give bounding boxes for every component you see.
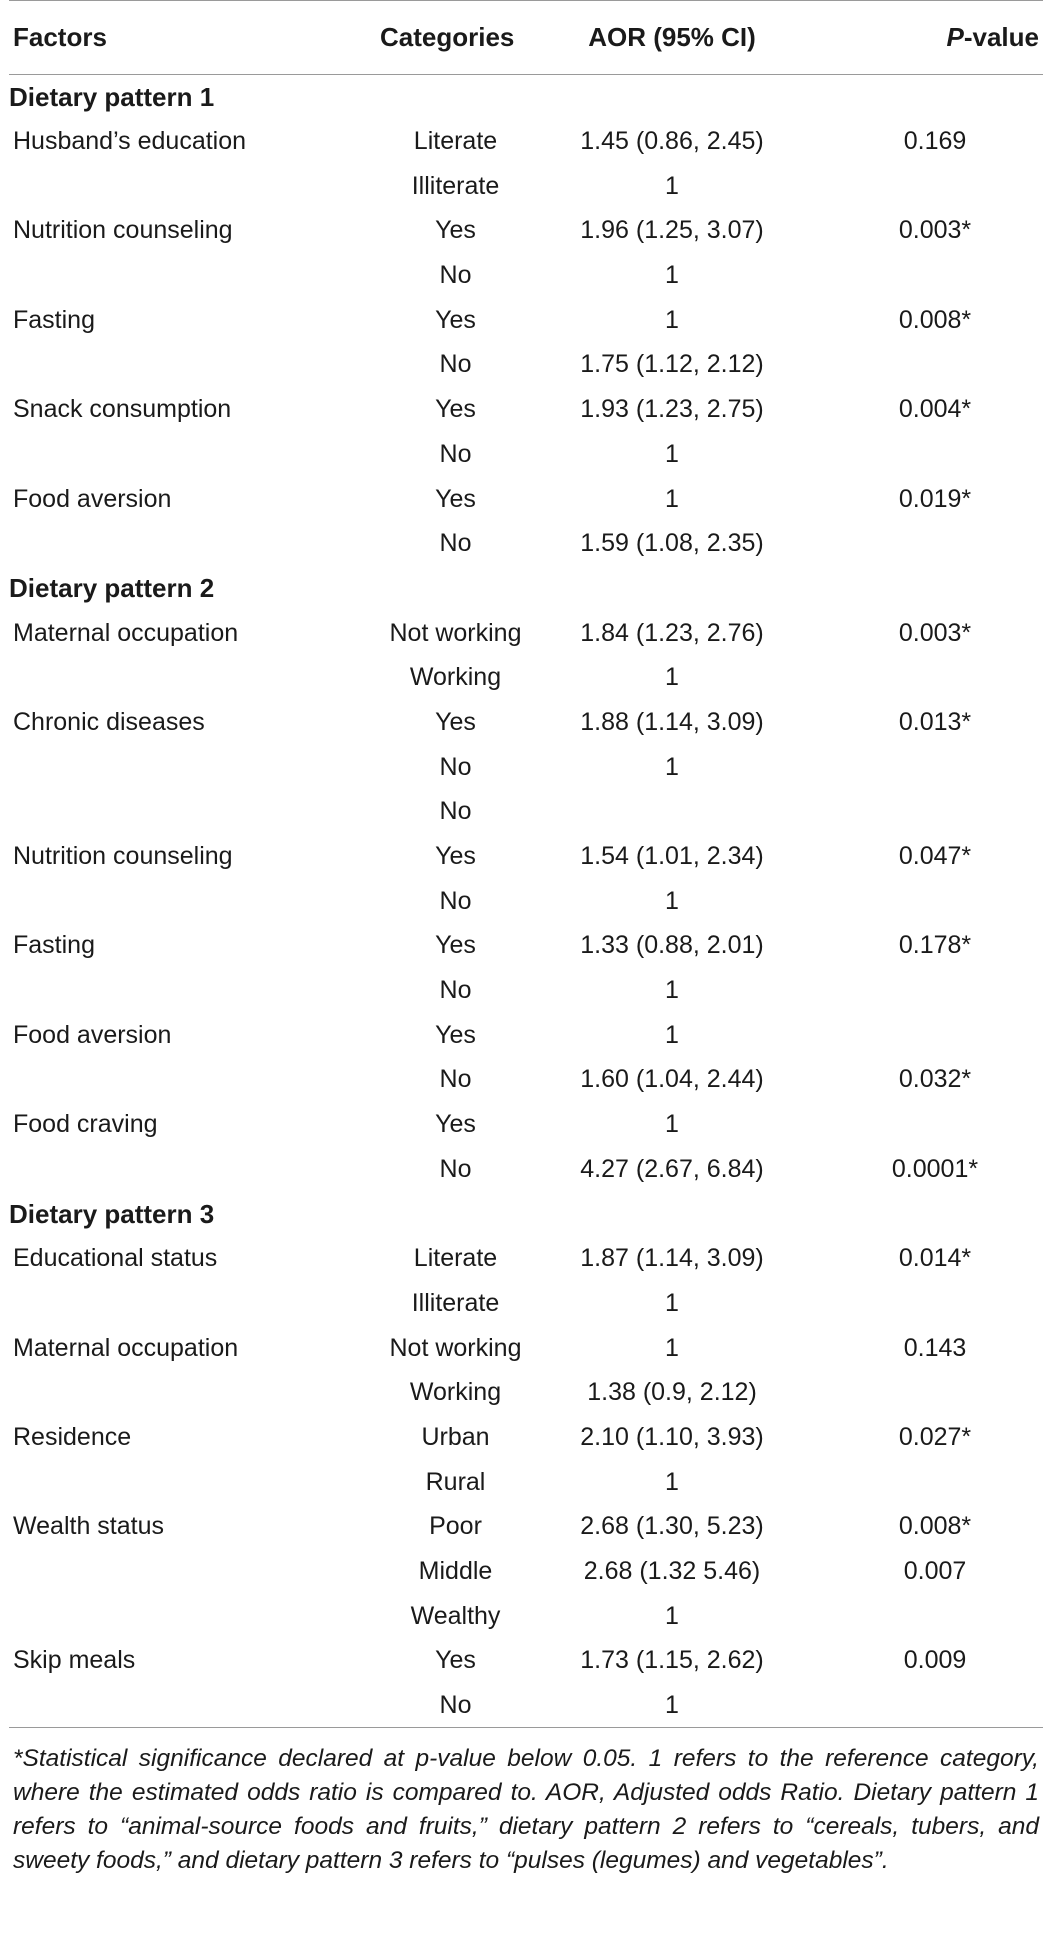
factor-cell: [9, 1549, 374, 1594]
pvalue-cell: [807, 432, 1043, 477]
category-cell: No: [439, 350, 472, 379]
category-cell: Literate: [413, 127, 498, 156]
aor-cell: 1: [665, 1288, 679, 1317]
table-row: [9, 1236, 1043, 1281]
factor-cell: Food craving: [13, 1110, 158, 1139]
aor-cell: 1: [665, 1467, 679, 1496]
pvalue-cell: [807, 164, 1043, 209]
factor-cell: [9, 968, 374, 1013]
pvalue-cell: 0.004*: [898, 395, 972, 424]
pvalue-cell: [807, 343, 1043, 388]
factor-cell: [9, 1594, 374, 1639]
aor-cell: 1: [665, 171, 679, 200]
regression-table: [9, 0, 1043, 1728]
factor-cell: [9, 879, 374, 924]
table-body: [9, 75, 1043, 1728]
factor-cell: [9, 1683, 374, 1728]
factor-cell: Wealth status: [13, 1512, 165, 1541]
header-categories: Categories: [380, 22, 515, 52]
pvalue-cell: [807, 745, 1043, 790]
category-cell: Middle: [418, 1557, 493, 1586]
pvalue-cell: [807, 1013, 1043, 1058]
factor-cell: Maternal occupation: [13, 1333, 239, 1362]
section-row: [9, 75, 1043, 120]
aor-cell: 1.93 (1.23, 2.75): [580, 395, 764, 424]
header-row: [9, 1, 1043, 75]
pvalue-cell: [807, 1102, 1043, 1147]
category-cell: No: [439, 752, 472, 781]
table-row: [9, 1639, 1043, 1684]
category-cell: Yes: [435, 1110, 476, 1139]
factor-cell: Nutrition counseling: [13, 216, 233, 245]
aor-cell: 2.68 (1.32 5.46): [583, 1557, 761, 1586]
factor-cell: Fasting: [13, 305, 95, 334]
factor-cell: Fasting: [13, 931, 95, 960]
category-cell: No: [439, 886, 472, 915]
category-cell: Yes: [435, 842, 476, 871]
pvalue-cell: [807, 1281, 1043, 1326]
table-row: [9, 1058, 1043, 1103]
aor-cell: 1.45 (0.86, 2.45): [580, 127, 764, 156]
table-row: [9, 432, 1043, 477]
aor-cell: 1: [665, 484, 679, 513]
factor-cell: Food aversion: [13, 484, 172, 513]
section-title: Dietary pattern 2: [9, 572, 215, 603]
pvalue-cell: 0.003*: [898, 216, 972, 245]
category-cell: Wealthy: [410, 1601, 501, 1630]
factor-cell: Skip meals: [13, 1646, 136, 1675]
aor-cell: [537, 790, 807, 835]
factor-cell: Nutrition counseling: [13, 842, 233, 871]
pvalue-cell: 0.008*: [898, 305, 972, 334]
table-row: [9, 298, 1043, 343]
category-cell: Yes: [435, 707, 476, 736]
table-row: [9, 1415, 1043, 1460]
factor-cell: Chronic diseases: [13, 707, 205, 736]
category-cell: Yes: [435, 931, 476, 960]
factor-cell: [9, 745, 374, 790]
table-row: [9, 968, 1043, 1013]
aor-cell: 2.68 (1.30, 5.23): [580, 1512, 764, 1541]
category-cell: Working: [409, 663, 502, 692]
table-row: [9, 253, 1043, 298]
category-cell: No: [439, 1065, 472, 1094]
pvalue-cell: [807, 655, 1043, 700]
category-cell: Yes: [435, 1646, 476, 1675]
aor-cell: 1.54 (1.01, 2.34): [580, 842, 764, 871]
category-cell: Rural: [425, 1467, 486, 1496]
factor-cell: [9, 1281, 374, 1326]
aor-cell: 1.38 (0.9, 2.12): [587, 1378, 757, 1407]
pvalue-cell: [807, 1460, 1043, 1505]
aor-cell: 1: [665, 261, 679, 290]
table-container: [9, 0, 1043, 1878]
header-factors: Factors: [13, 22, 107, 52]
header-pvalue-suffix: -value: [963, 22, 1039, 52]
aor-cell: 4.27 (2.67, 6.84): [580, 1154, 764, 1183]
table-row: [9, 1281, 1043, 1326]
table-row: [9, 1549, 1043, 1594]
factor-cell: [9, 253, 374, 298]
category-cell: No: [439, 976, 472, 1005]
category-cell: No: [439, 261, 472, 290]
factor-cell: [9, 1058, 374, 1103]
aor-cell: 1: [665, 886, 679, 915]
pvalue-cell: 0.007: [903, 1557, 967, 1586]
factor-cell: [9, 343, 374, 388]
table-row: [9, 790, 1043, 835]
factor-cell: [9, 1147, 374, 1192]
aor-cell: 1.84 (1.23, 2.76): [580, 618, 764, 647]
table-row: [9, 521, 1043, 566]
table-header: [9, 1, 1043, 75]
category-cell: No: [439, 1154, 472, 1183]
category-cell: Yes: [435, 305, 476, 334]
factor-cell: [9, 521, 374, 566]
pvalue-cell: [807, 1594, 1043, 1639]
pvalue-cell: 0.0001*: [891, 1154, 979, 1183]
table-row: [9, 924, 1043, 969]
aor-cell: 1: [665, 663, 679, 692]
header-pvalue: [807, 1, 1043, 75]
pvalue-cell: 0.047*: [898, 842, 972, 871]
pvalue-cell: 0.008*: [898, 1512, 972, 1541]
section-title: Dietary pattern 3: [9, 1198, 215, 1229]
section-title: Dietary pattern 1: [9, 81, 215, 112]
factor-cell: [9, 655, 374, 700]
category-cell: Working: [409, 1378, 502, 1407]
aor-cell: 1: [665, 1601, 679, 1630]
pvalue-cell: 0.169: [903, 127, 967, 156]
pvalue-cell: 0.013*: [898, 707, 972, 736]
category-cell: Illiterate: [411, 1288, 500, 1317]
aor-cell: 1.60 (1.04, 2.44): [580, 1065, 764, 1094]
factor-cell: Educational status: [13, 1244, 218, 1273]
pvalue-cell: [807, 521, 1043, 566]
table-row: [9, 1102, 1043, 1147]
aor-cell: 1: [665, 1110, 679, 1139]
table-row: [9, 611, 1043, 656]
table-row: [9, 1147, 1043, 1192]
aor-cell: 1: [665, 752, 679, 781]
table-row: [9, 164, 1043, 209]
table-row: [9, 1370, 1043, 1415]
header-pvalue-prefix: P: [946, 22, 964, 52]
pvalue-cell: 0.143: [903, 1333, 967, 1362]
factor-cell: Husband’s education: [13, 127, 247, 156]
table-row: [9, 1683, 1043, 1728]
aor-cell: 1: [665, 976, 679, 1005]
pvalue-cell: 0.003*: [898, 618, 972, 647]
pvalue-cell: [807, 1370, 1043, 1415]
category-cell: No: [439, 797, 472, 826]
factor-cell: [9, 164, 374, 209]
aor-cell: 1.73 (1.15, 2.62): [580, 1646, 764, 1675]
aor-cell: 2.10 (1.10, 3.93): [580, 1422, 764, 1451]
table-row: [9, 477, 1043, 522]
pvalue-cell: [807, 879, 1043, 924]
pvalue-cell: 0.014*: [898, 1244, 972, 1273]
aor-cell: 1: [665, 439, 679, 468]
category-cell: Not working: [389, 1333, 522, 1362]
factor-cell: [9, 1460, 374, 1505]
category-cell: Yes: [435, 395, 476, 424]
category-cell: No: [439, 1690, 472, 1719]
pvalue-cell: [807, 1683, 1043, 1728]
factor-cell: Snack consumption: [13, 395, 232, 424]
category-cell: Illiterate: [411, 171, 500, 200]
aor-cell: 1.59 (1.08, 2.35): [580, 529, 764, 558]
table-row: [9, 1326, 1043, 1371]
table-row: [9, 1594, 1043, 1639]
pvalue-cell: 0.178*: [898, 931, 972, 960]
aor-cell: 1.75 (1.12, 2.12): [580, 350, 764, 379]
factor-cell: Residence: [13, 1422, 132, 1451]
section-row: [9, 1192, 1043, 1237]
factor-cell: Maternal occupation: [13, 618, 239, 647]
category-cell: Poor: [429, 1512, 482, 1541]
factor-cell: Food aversion: [13, 1020, 172, 1049]
table-row: [9, 745, 1043, 790]
table-row: [9, 1460, 1043, 1505]
table-row: [9, 1013, 1043, 1058]
table-row: [9, 879, 1043, 924]
category-cell: No: [439, 439, 472, 468]
category-cell: Yes: [435, 216, 476, 245]
factor-cell: [9, 1370, 374, 1415]
aor-cell: 1: [665, 1020, 679, 1049]
table-row: [9, 700, 1043, 745]
factor-cell: [9, 432, 374, 477]
aor-cell: 1: [665, 1333, 679, 1362]
factor-cell: [9, 790, 374, 835]
section-row: [9, 566, 1043, 611]
table-row: [9, 834, 1043, 879]
pvalue-cell: 0.019*: [898, 484, 972, 513]
table-footnote: *Statistical significance declared at p-value below 0.05. 1 refers to the reference category, where the estimated odds ratio is compared to. AOR, Adjusted odds Ratio. Dietary pattern 1 refers to “animal-source foods and fruits,” dietary pattern 2 refers to “cereals, tubers, and sweety foods,” and dietary pattern 3 refers to “pulses (legumes) and vegetables”.: [13, 1745, 1039, 1875]
pvalue-cell: 0.027*: [898, 1422, 972, 1451]
aor-cell: 1: [665, 1690, 679, 1719]
pvalue-cell: [807, 253, 1043, 298]
category-cell: No: [439, 529, 472, 558]
table-row: [9, 343, 1043, 388]
category-cell: Literate: [413, 1244, 498, 1273]
pvalue-cell: 0.009: [903, 1646, 967, 1675]
table-row: [9, 209, 1043, 254]
category-cell: Yes: [435, 1020, 476, 1049]
category-cell: Not working: [389, 618, 522, 647]
pvalue-cell: 0.032*: [898, 1065, 972, 1094]
category-cell: Yes: [435, 484, 476, 513]
table-row: [9, 1505, 1043, 1550]
table-row: [9, 119, 1043, 164]
aor-cell: 1: [665, 305, 679, 334]
aor-cell: 1.87 (1.14, 3.09): [580, 1244, 764, 1273]
table-row: [9, 387, 1043, 432]
aor-cell: 1.33 (0.88, 2.01): [580, 931, 764, 960]
pvalue-cell: [807, 790, 1043, 835]
header-aor: AOR (95% CI): [588, 22, 756, 52]
pvalue-cell: [807, 968, 1043, 1013]
aor-cell: 1.88 (1.14, 3.09): [580, 707, 764, 736]
category-cell: Urban: [421, 1422, 490, 1451]
table-row: [9, 655, 1043, 700]
aor-cell: 1.96 (1.25, 3.07): [580, 216, 764, 245]
